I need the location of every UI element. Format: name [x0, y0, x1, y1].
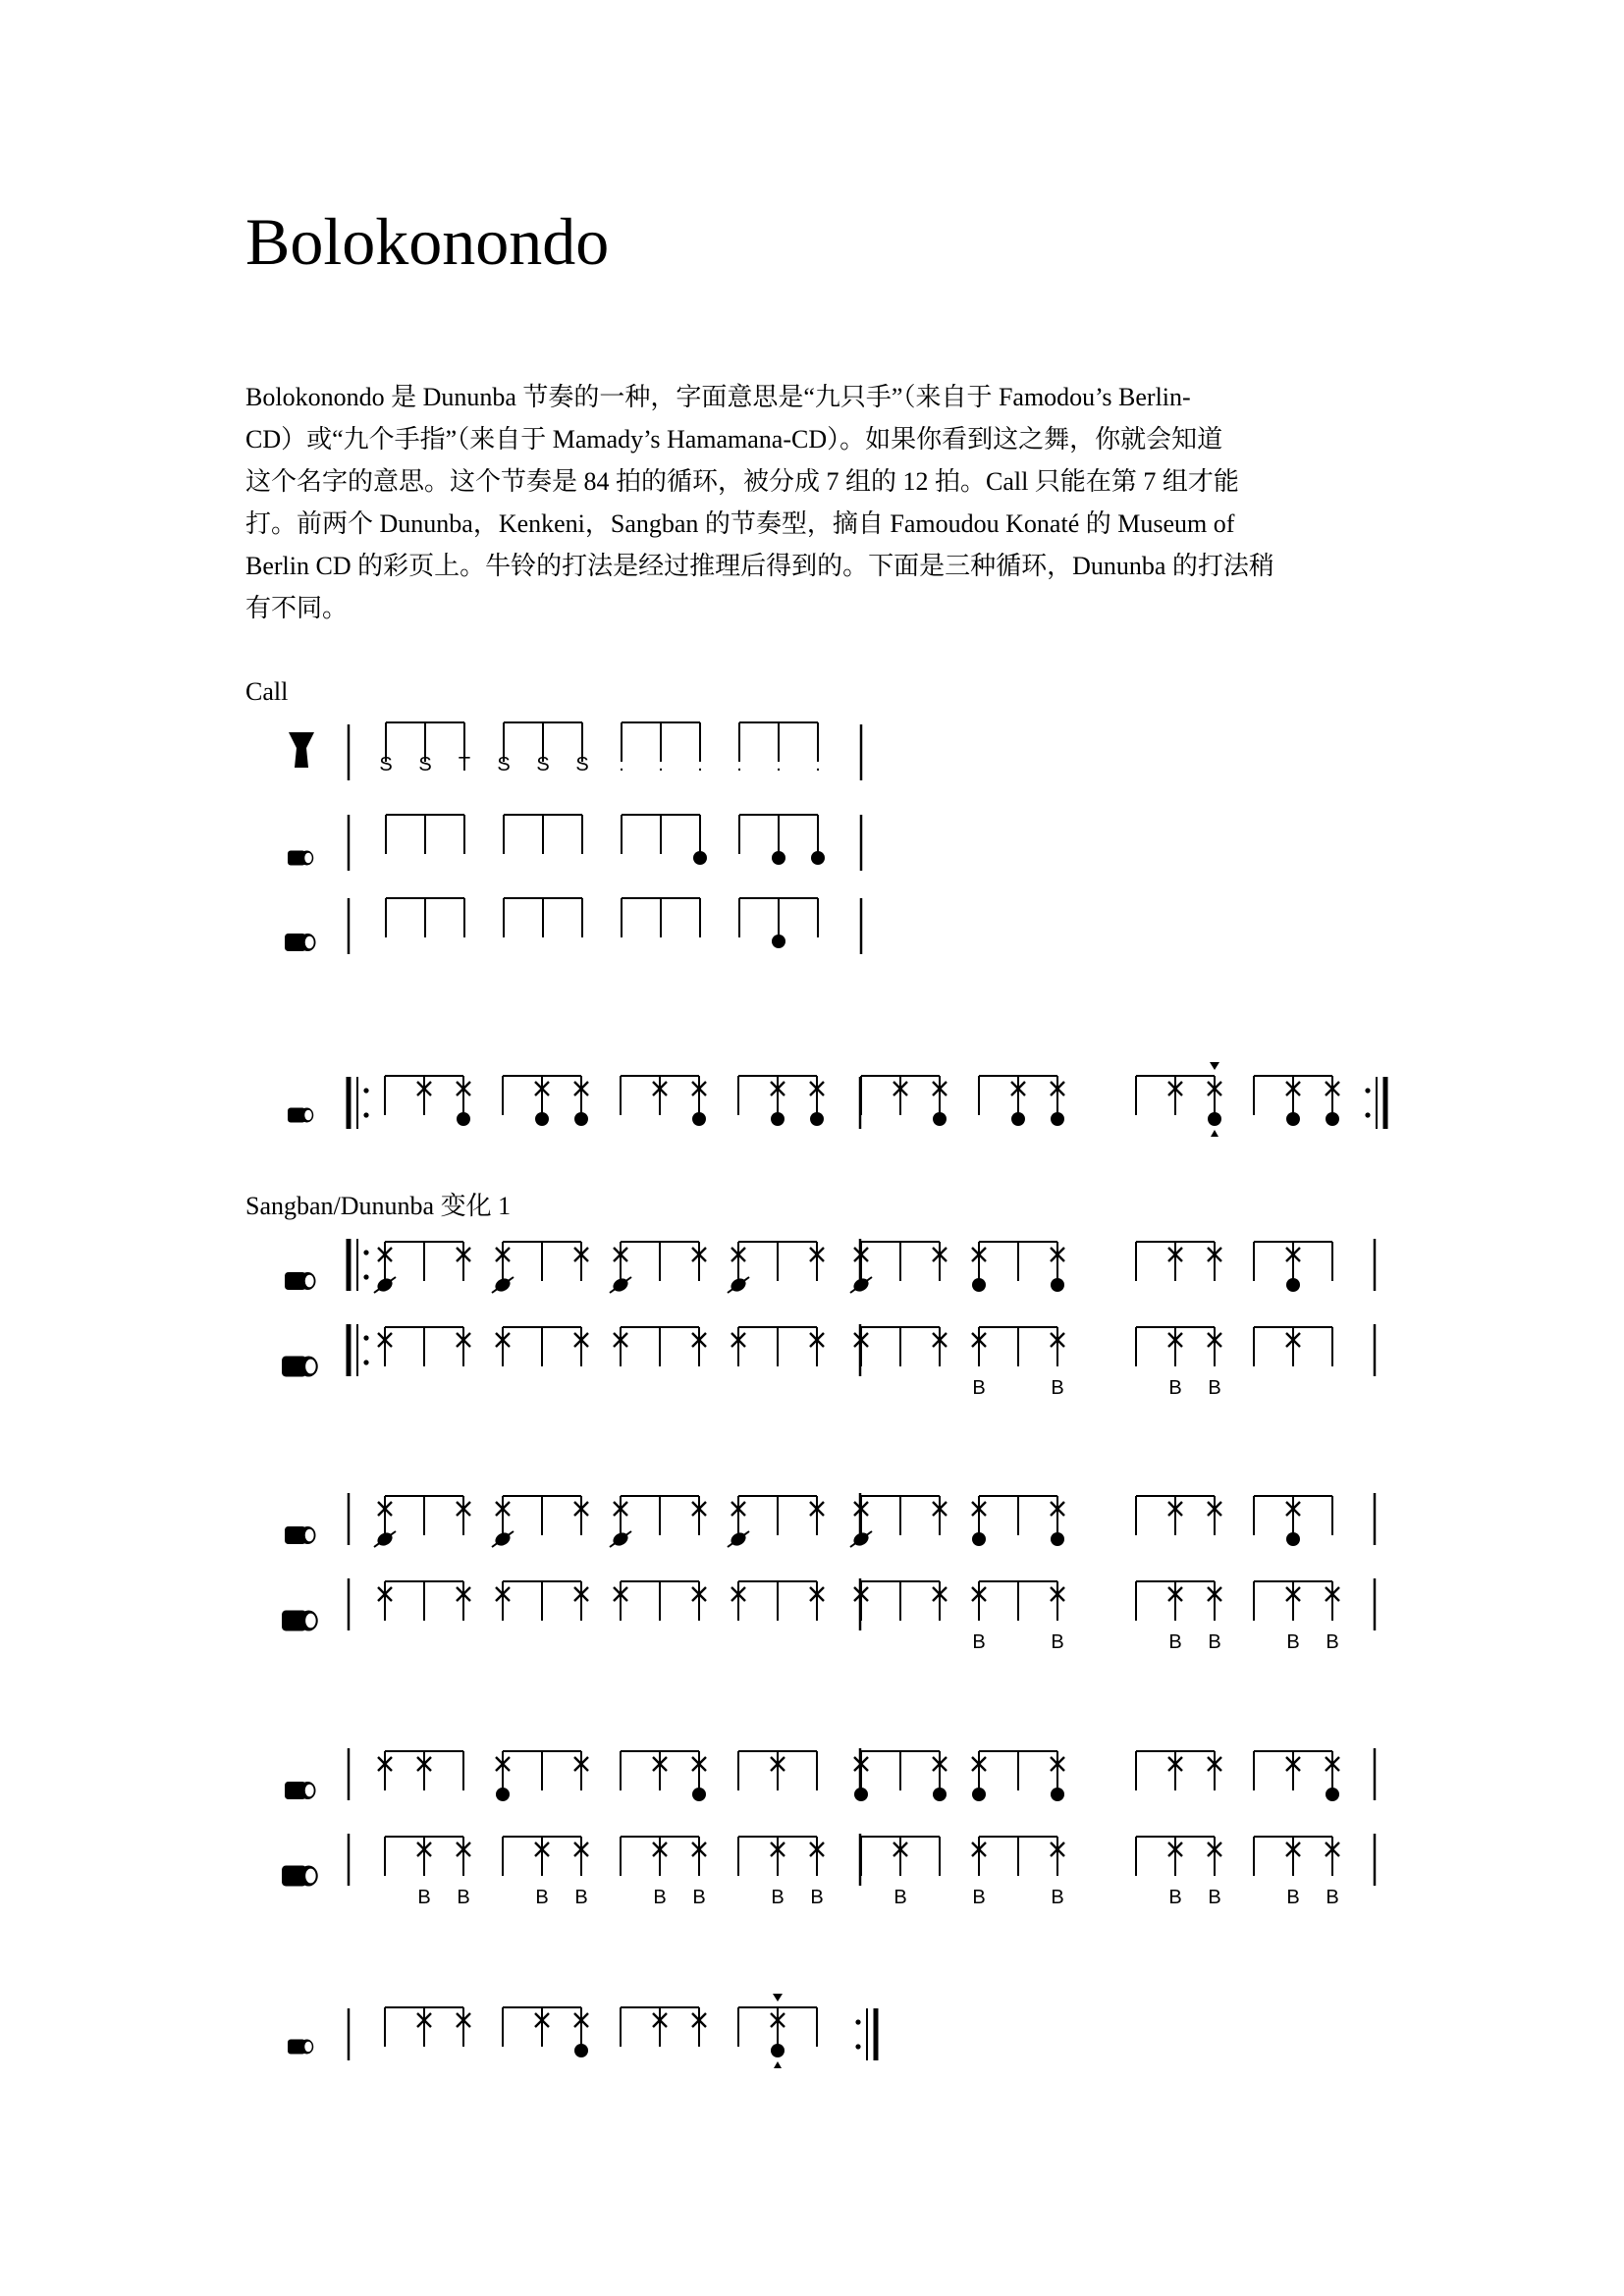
beat-group [972, 1837, 1064, 1908]
beat-group [850, 1496, 947, 1548]
open-stroke [1011, 1112, 1025, 1126]
beat-group [385, 2007, 470, 2047]
rest-dot: . [736, 754, 742, 775]
beat-group [622, 815, 707, 865]
beat-group [728, 1496, 824, 1548]
drum-head-inner [304, 2042, 312, 2053]
accent-mark [774, 2061, 782, 2068]
beat-group [731, 1581, 824, 1621]
slap-label: S [536, 754, 550, 775]
dununba-icon [282, 1611, 318, 1631]
open-stroke [535, 1112, 549, 1126]
beat-group [386, 815, 464, 854]
beat-group [854, 1581, 947, 1621]
beat-group [385, 1837, 470, 1908]
beat-group [739, 815, 825, 865]
bass-label: B [653, 1887, 667, 1908]
beat-group [385, 1076, 470, 1126]
drum-head-inner [305, 1869, 316, 1884]
repeat-dot [363, 1112, 368, 1117]
repeat-dot [1365, 1088, 1370, 1093]
beat-group [979, 1076, 1064, 1126]
beat-group [1136, 1327, 1221, 1399]
drum-head-inner [305, 936, 314, 949]
beat-group [1136, 1496, 1221, 1535]
beat-group [614, 1327, 706, 1366]
open-stroke [457, 1112, 470, 1126]
accent-mark [773, 1994, 783, 2002]
beat-group [854, 1327, 947, 1366]
repeat-dot [363, 1360, 368, 1364]
drum-shape [289, 732, 314, 768]
bass-label: B [771, 1887, 785, 1908]
beat-group [621, 1837, 706, 1908]
bass-label: B [1208, 1631, 1221, 1653]
bass-label: B [810, 1887, 824, 1908]
page-title: Bolokonondo [245, 204, 610, 279]
drum-head-inner [305, 1785, 314, 1797]
beat-group [738, 1994, 817, 2068]
beat-group [492, 1242, 588, 1294]
bass-label: B [692, 1887, 706, 1908]
open-stroke [933, 1112, 947, 1126]
djembe-icon [289, 732, 314, 768]
beat-group [861, 1837, 940, 1908]
open-stroke [1326, 1788, 1339, 1801]
intro-line: Bolokonondo 是 Dununba 节奏的一种，字面意思是“九只手”（来自于 Famodou’s Berlin- [245, 383, 1191, 411]
repeat-dot [1365, 1112, 1370, 1117]
beat-group [972, 1242, 1064, 1292]
open-stroke [854, 1788, 868, 1801]
beat-group [1136, 1581, 1221, 1653]
rest-dot: . [776, 754, 782, 775]
open-stroke [771, 1112, 785, 1126]
kenkeni-icon [288, 2040, 313, 2055]
beat-group [1136, 1242, 1221, 1281]
bass-label: B [972, 1631, 986, 1653]
open-stroke [1051, 1788, 1064, 1801]
dununba-icon [282, 1866, 318, 1887]
open-stroke [574, 2044, 588, 2057]
repeat-dot [855, 2019, 860, 2024]
bass-label: B [1168, 1887, 1182, 1908]
repeat-dot [855, 2044, 860, 2049]
beat-group [850, 1242, 947, 1294]
intro-line: 有不同。 [245, 594, 349, 622]
beat-group [1136, 1062, 1221, 1137]
beat-group [1254, 1581, 1339, 1653]
beat-group [1254, 1837, 1339, 1908]
beat-group [496, 1327, 588, 1366]
beat-group [504, 898, 582, 937]
beat-group [503, 1076, 588, 1126]
open-stroke [933, 1788, 947, 1801]
open-stroke [1051, 1532, 1064, 1546]
beat-group [972, 1327, 1064, 1399]
bass-label: B [893, 1887, 907, 1908]
beat-group [621, 1751, 706, 1801]
sangban-icon [285, 1526, 316, 1544]
beat-group [621, 2007, 706, 2047]
bass-label: B [535, 1887, 549, 1908]
open-stroke [1326, 1112, 1339, 1126]
beat-group [972, 1581, 1064, 1653]
slap-label: S [575, 754, 589, 775]
beat-group [738, 1751, 817, 1790]
beat-group [622, 898, 700, 937]
open-stroke [972, 1278, 986, 1292]
open-stroke [574, 1112, 588, 1126]
open-stroke [1051, 1112, 1064, 1126]
open-stroke [972, 1532, 986, 1546]
bass-label: B [1168, 1377, 1182, 1399]
bass-label: B [972, 1377, 986, 1399]
bass-label: B [1326, 1887, 1339, 1908]
drum-head-inner [305, 1360, 316, 1374]
intro-line: Berlin CD 的彩页上。牛铃的打法是经过推理后得到的。下面是三种循环，Dununba 的打法稍 [245, 552, 1274, 580]
bass-label: B [1286, 1887, 1300, 1908]
beat-group [1254, 1076, 1339, 1126]
sangban-icon [285, 1782, 316, 1799]
beat-group [503, 2007, 588, 2057]
open-stroke [1286, 1532, 1300, 1546]
bass-label: B [1208, 1377, 1221, 1399]
bass-label: B [1051, 1377, 1064, 1399]
kenkeni-icon [288, 1108, 313, 1123]
accent-mark [1211, 1130, 1218, 1137]
beat-group [854, 1751, 947, 1801]
open-stroke [972, 1788, 986, 1801]
section-label-variation: Sangban/Dununba 变化 1 [245, 1192, 512, 1220]
beat-group [619, 722, 703, 775]
beat-group [374, 1496, 470, 1548]
open-stroke [1286, 1112, 1300, 1126]
beat-group [738, 1076, 824, 1126]
open-stroke [771, 2044, 785, 2057]
beat-group [378, 1751, 463, 1790]
bass-label: B [457, 1887, 470, 1908]
beat-group [496, 1751, 588, 1801]
beat-group [728, 1242, 824, 1294]
beat-group [379, 722, 470, 775]
bass-label: B [417, 1887, 431, 1908]
accent-mark [1210, 1062, 1219, 1070]
bass-label: B [1326, 1631, 1339, 1653]
open-stroke [693, 851, 707, 865]
beat-group [739, 898, 818, 948]
drum-head-inner [305, 1529, 314, 1542]
drum-head-inner [305, 1275, 314, 1288]
open-stroke [1051, 1278, 1064, 1292]
beat-group [492, 1496, 588, 1548]
bass-label: B [1208, 1887, 1221, 1908]
beat-group [1254, 1496, 1332, 1546]
open-stroke [772, 934, 785, 948]
repeat-dot [363, 1274, 368, 1279]
sangban-icon [285, 1272, 316, 1290]
beat-group [731, 1327, 824, 1366]
rest-dot: . [658, 754, 664, 775]
beat-group [378, 1581, 470, 1621]
drum-head-inner [305, 1614, 316, 1629]
open-stroke [692, 1788, 706, 1801]
bass-label: B [1051, 1887, 1064, 1908]
intro-line: CD）或“九个手指”（来自于 Mamady’s Hamamana-CD）。如果你看到这之舞，你就会知道 [245, 425, 1223, 454]
slap-label: S [497, 754, 511, 775]
tone-label: T [458, 754, 471, 775]
beat-group [1136, 1751, 1221, 1790]
open-stroke [772, 851, 785, 865]
beat-group [1254, 1242, 1332, 1292]
repeat-dot [363, 1088, 368, 1093]
bass-label: B [972, 1887, 986, 1908]
bass-label: B [1168, 1631, 1182, 1653]
beat-group [738, 1837, 824, 1908]
beat-group [1254, 1327, 1332, 1366]
open-stroke [1286, 1278, 1300, 1292]
bass-label: B [1051, 1631, 1064, 1653]
slap-label: S [418, 754, 432, 775]
beat-group [614, 1581, 706, 1621]
repeat-dot [363, 1250, 368, 1255]
drum-head-inner [304, 1110, 312, 1121]
beat-group [972, 1496, 1064, 1546]
beat-group [736, 722, 821, 775]
bass-label: B [1286, 1631, 1300, 1653]
intro-line: 打。前两个 Dununba，Kenkeni，Sangban 的节奏型，摘自 Famoudou Konaté 的 Museum of [245, 509, 1235, 538]
bass-label: B [574, 1887, 588, 1908]
kenkeni-icon [288, 851, 313, 866]
beat-group [1254, 1751, 1339, 1801]
repeat-dot [363, 1335, 368, 1340]
section-label-call: Call [245, 677, 289, 706]
beat-group [861, 1076, 947, 1126]
beat-group [497, 722, 588, 775]
beat-group [972, 1751, 1064, 1801]
open-stroke [496, 1788, 510, 1801]
sangban-icon [285, 934, 316, 951]
beat-group [503, 1837, 588, 1908]
open-stroke [810, 1112, 824, 1126]
rest-dot: . [619, 754, 624, 775]
open-stroke [811, 851, 825, 865]
beat-group [610, 1242, 706, 1294]
drum-head-inner [304, 853, 312, 864]
beat-group [610, 1496, 706, 1548]
beat-group [374, 1242, 470, 1294]
rest-dot: . [815, 754, 821, 775]
open-stroke [1208, 1112, 1221, 1126]
beat-group [504, 815, 582, 854]
slap-label: S [379, 754, 393, 775]
beat-group [621, 1076, 706, 1126]
beat-group [378, 1327, 470, 1366]
beat-group [386, 898, 464, 937]
intro-line: 这个名字的意思。这个节奏是 84 拍的循环，被分成 7 组的 12 拍。Call 只能在第 7 组才能 [245, 467, 1239, 496]
open-stroke [692, 1112, 706, 1126]
beat-group [1136, 1837, 1221, 1908]
beat-group [496, 1581, 588, 1621]
dununba-icon [282, 1357, 318, 1377]
rest-dot: . [697, 754, 703, 775]
